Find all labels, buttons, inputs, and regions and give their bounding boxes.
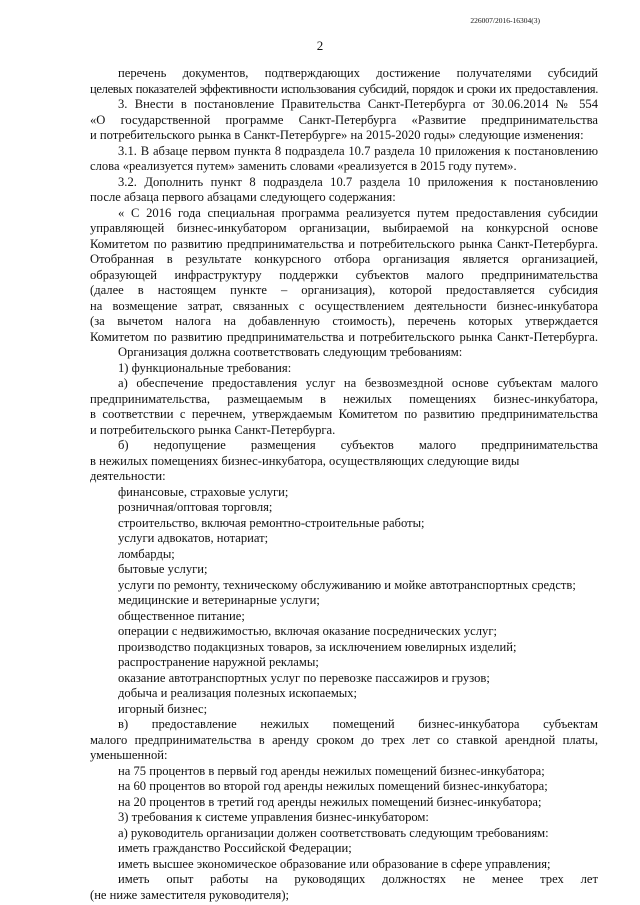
text-line: ломбарды; [118, 546, 175, 561]
text-line: Отобранная в результате конкурсного отбора организация является организацией, [90, 252, 598, 266]
text-line: услуги адвокатов, нотариат; [118, 531, 269, 545]
page-number: 2 [316, 38, 324, 53]
text-line: финансовые, страховые услуги; [118, 484, 289, 499]
text-line: а) руководитель организации должен соответствовать следующим требованиям: [118, 825, 549, 840]
text-line: игорный бизнес; [118, 701, 208, 716]
text-line: 3) требования к системе управления бизнес-инкубатором: [118, 810, 429, 824]
text-line: в нежилых помещениях бизнес-инкубатора, осуществляющих следующие виды деятельности: [90, 453, 520, 483]
text-line: «О государственной программе Санкт-Петербурга «Развитие предпринимательства [90, 112, 598, 127]
text-line: иметь опыт работы на руководящих должностях не менее трех лет [118, 872, 598, 886]
text-line: Комитетом по развитию предпринимательства и потребительского рынка Санкт-Петербурга. [90, 329, 598, 344]
text-line: (далее в настоящем пункте – организация), которой предоставляется субсидия [90, 283, 598, 297]
text-line: Комитетом по развитию предпринимательства и потребительского рынка Санкт-Петербурга. [90, 236, 598, 251]
text-line: иметь гражданство Российской Федерации; [118, 841, 352, 855]
text-line: общественное питание; [118, 608, 245, 623]
text-line: (за вычетом налога на добавленную стоимость), перечень которых утверждается [90, 314, 598, 328]
text-line: производство подакцизных товаров, за исключением ювелирных изделий; [118, 639, 517, 654]
text-line: управляющей бизнес-инкубатором организации, выбираемой на конкурсной основе [90, 221, 598, 235]
text-line: 3.1. В абзаце первом пункта 8 подраздела 10.7 раздела 10 приложения к постановлению [118, 143, 598, 158]
text-line: 1) функциональные требования: [118, 360, 292, 375]
text-line: перечень документов, подтверждающих достижение получателями субсидий [118, 66, 598, 80]
text-line: и потребительского рынка Санкт-Петербурга. [90, 422, 336, 437]
text-line: на возмещение затрат, связанных с осуществлением деятельности бизнес-инкубатора [90, 298, 598, 313]
text-line: медицинские и ветеринарные услуги; [118, 593, 320, 607]
text-line: розничная/оптовая торговля; [118, 500, 273, 514]
text-line: малого предпринимательства в аренду сроком до трех лет со ставкой арендной платы, [90, 732, 598, 747]
text-line: операции с недвижимостью, включая оказание посреднических услуг; [118, 624, 497, 638]
text-line: слова «реализуется путем» заменить словами «реализуется в 2015 году путем». [90, 159, 517, 173]
text-line: добыча и реализация полезных ископаемых; [118, 686, 358, 700]
text-line: уменьшенной: [90, 748, 168, 762]
text-line: в) предоставление нежилых помещений бизнес-инкубатора субъектам [118, 717, 598, 731]
text-line: Организация должна соответствовать следующим требованиям: [118, 345, 463, 359]
text-line: иметь высшее экономическое образование или образование в сфере управления; [118, 856, 551, 871]
text-line: после абзаца первого абзацами следующего содержания: [90, 190, 396, 204]
text-line: б) недопущение размещения субъектов малого предпринимательства [118, 438, 598, 452]
text-line: оказание автотранспортных услуг по перевозке пассажиров и грузов; [118, 670, 490, 685]
text-line: строительство, включая ремонтно-строительные работы; [118, 515, 425, 530]
text-line: распространение наружной рекламы; [118, 655, 319, 669]
document-id: 226007/2016-16304(3) [470, 16, 540, 25]
text-line: бытовые услуги; [118, 562, 208, 576]
text-line: образующей инфраструктуру поддержки субъектов малого предпринимательства [90, 267, 598, 282]
text-line: в соответствии с перечнем, утверждаемым Комитетом по развитию предпринимательства [90, 407, 598, 421]
text-line: целевых показателей эффективности использования субсидий, порядок и сроки их предоставления. [90, 81, 598, 96]
text-line: на 75 процентов в первый год аренды нежилых помещений бизнес-инкубатора; [118, 763, 545, 778]
text-line: (не ниже заместителя руководителя); [90, 887, 290, 902]
text-line: предпринимательства, размещаемым в нежилых помещениях бизнес-инкубатора, [90, 391, 598, 406]
text-line: 3. Внести в постановление Правительства Санкт-Петербурга от 30.06.2014 № 554 [118, 97, 598, 111]
text-line: а) обеспечение предоставления услуг на безвозмездной основе субъектам малого [118, 376, 598, 390]
text-line: на 20 процентов в третий год аренды нежилых помещений бизнес-инкубатора; [118, 794, 542, 809]
body-text [90, 66, 598, 903]
text-line: и потребительского рынка в Санкт-Петербурге» на 2015-2020 годы» следующие изменения: [90, 128, 584, 142]
text-line: услуги по ремонту, техническому обслуживанию и мойке автотранспортных средств; [118, 577, 576, 592]
text-line: « С 2016 года специальная программа реализуется путем предоставления субсидии [118, 205, 598, 220]
text-line: 3.2. Дополнить пункт 8 подраздела 10.7 раздела 10 приложения к постановлению [118, 174, 598, 189]
text-line: на 60 процентов во второй год аренды нежилых помещений бизнес-инкубатора; [118, 779, 548, 793]
